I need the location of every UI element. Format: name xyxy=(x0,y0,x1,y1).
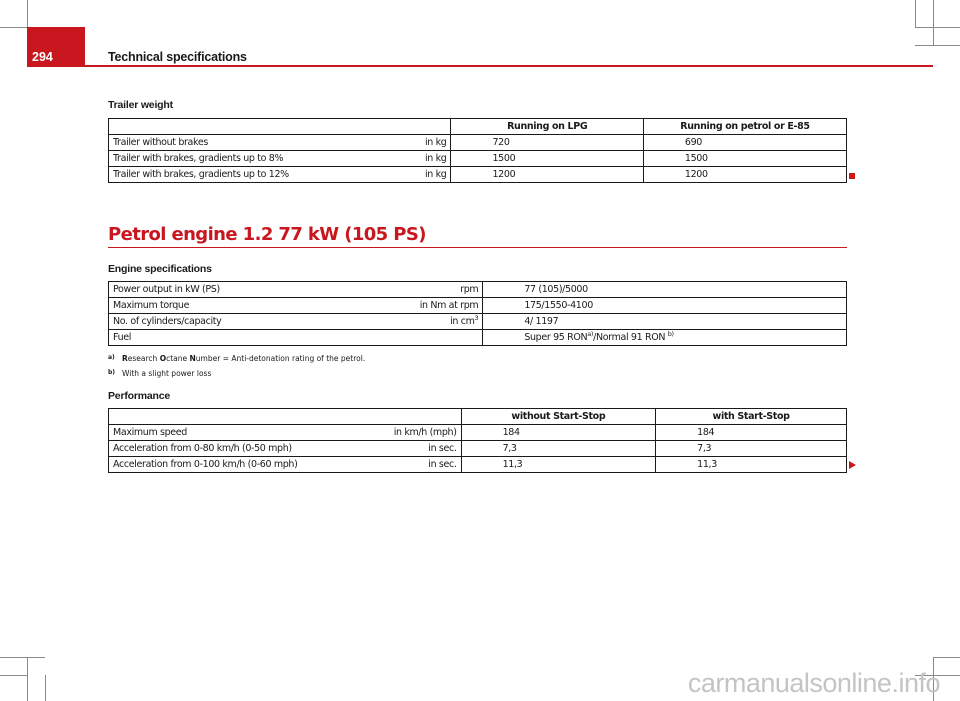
footnote-bold-letter: O xyxy=(159,354,167,363)
footnote-mark: a) xyxy=(108,354,115,361)
footnote-bold-letter: R xyxy=(122,354,128,363)
row-unit: in kg xyxy=(371,167,451,183)
page-title: Technical specifications xyxy=(108,50,247,64)
lpg-value: 1200 xyxy=(451,167,643,183)
row-value: 77 (105)/5000 xyxy=(483,282,847,298)
table-row xyxy=(109,425,847,441)
row-label: Maximum speed xyxy=(109,425,373,441)
row-label: Acceleration from 0-100 km/h (0-60 mph) xyxy=(109,457,373,473)
engine-specs-table xyxy=(108,281,847,346)
petrol-value: 1500 xyxy=(643,151,846,167)
crop-mark xyxy=(933,657,960,658)
section-title: Petrol engine 1.2 77 kW (105 PS) xyxy=(108,224,426,245)
row-label: No. of cylinders/capacity xyxy=(109,314,390,330)
fuel-value-b: /Normal 91 RON xyxy=(593,332,668,343)
row-label: Trailer with brakes, gradients up to 8% xyxy=(109,151,372,167)
lpg-value: 1500 xyxy=(451,151,643,167)
row-unit: rpm xyxy=(390,282,483,298)
table-row xyxy=(109,135,847,151)
row-unit-cell xyxy=(390,314,483,330)
footnote-text: With a slight power loss xyxy=(122,369,212,378)
section-end-marker xyxy=(849,173,855,179)
fuel-value-a: Super 95 RON xyxy=(524,332,588,343)
unit-superscript: 3 xyxy=(474,313,479,322)
table-row xyxy=(109,167,847,183)
table-header-row xyxy=(109,409,847,425)
footnote-a xyxy=(108,354,365,363)
row-label: Maximum torque xyxy=(109,298,390,314)
petrol-value: 1200 xyxy=(643,167,846,183)
crop-mark xyxy=(27,657,28,701)
table-row xyxy=(109,282,847,298)
row-unit: in cm xyxy=(450,316,475,327)
without-start-stop-value: 184 xyxy=(461,425,656,441)
row-unit: in kg xyxy=(371,151,451,167)
row-unit xyxy=(390,330,483,346)
footnote-mark: b) xyxy=(108,369,116,376)
without-start-stop-value: 7,3 xyxy=(461,441,656,457)
column-header-lpg: Running on LPG xyxy=(451,119,643,135)
table-row xyxy=(109,151,847,167)
crop-mark xyxy=(27,0,28,27)
section-rule xyxy=(108,247,847,248)
footnote-ref-b[interactable]: b) xyxy=(667,329,674,338)
footnote-text: umber = Anti-detonation rating of the petrol. xyxy=(195,354,366,363)
row-unit: in km/h (mph) xyxy=(372,425,461,441)
row-label: Acceleration from 0-80 km/h (0-50 mph) xyxy=(109,441,373,457)
row-unit: in Nm at rpm xyxy=(390,298,483,314)
row-unit: in sec. xyxy=(372,457,461,473)
row-unit: in sec. xyxy=(372,441,461,457)
row-label: Trailer without brakes xyxy=(109,135,372,151)
column-header-without-start-stop: without Start-Stop xyxy=(461,409,656,425)
table-row xyxy=(109,330,847,346)
with-start-stop-value: 7,3 xyxy=(656,441,847,457)
crop-mark xyxy=(45,675,46,701)
engine-specs-caption: Engine specifications xyxy=(108,263,212,275)
crop-mark xyxy=(0,27,27,28)
with-start-stop-value: 184 xyxy=(656,425,847,441)
row-value: 175/1550-4100 xyxy=(483,298,847,314)
row-label: Trailer with brakes, gradients up to 12% xyxy=(109,167,372,183)
row-label: Fuel xyxy=(109,330,390,346)
footnote-text: ctane xyxy=(166,354,190,363)
footnote-text: esearch xyxy=(127,354,160,363)
crop-mark xyxy=(933,0,934,45)
row-unit: in kg xyxy=(371,135,451,151)
continue-arrow-icon xyxy=(849,461,856,469)
table-row xyxy=(109,441,847,457)
row-value: 4/ 1197 xyxy=(483,314,847,330)
watermark: carmanualsonline.info xyxy=(687,668,940,698)
table-header-row xyxy=(109,119,847,135)
performance-caption: Performance xyxy=(108,390,170,402)
crop-mark xyxy=(915,45,960,46)
petrol-value: 690 xyxy=(643,135,846,151)
column-header-with-start-stop: with Start-Stop xyxy=(656,409,847,425)
trailer-weight-caption: Trailer weight xyxy=(108,99,173,111)
performance-table xyxy=(108,408,847,473)
crop-mark xyxy=(0,657,45,658)
column-header-petrol: Running on petrol or E-85 xyxy=(643,119,846,135)
lpg-value: 720 xyxy=(451,135,643,151)
crop-mark xyxy=(915,0,916,27)
row-label: Power output in kW (PS) xyxy=(109,282,390,298)
table-row xyxy=(109,457,847,473)
header-blank-cell xyxy=(109,119,451,135)
header-rule xyxy=(85,65,933,67)
page-number: 294 xyxy=(32,50,53,64)
crop-mark xyxy=(0,675,27,676)
table-row xyxy=(109,314,847,330)
with-start-stop-value: 11,3 xyxy=(656,457,847,473)
without-start-stop-value: 11,3 xyxy=(461,457,656,473)
header-blank-cell xyxy=(109,409,462,425)
crop-mark xyxy=(915,27,960,28)
footnote-b xyxy=(108,369,211,378)
trailer-weight-table xyxy=(108,118,847,183)
footnote-ref-a[interactable]: a) xyxy=(587,329,594,338)
fuel-value xyxy=(483,330,847,346)
table-row xyxy=(109,298,847,314)
footnote-bold-letter: N xyxy=(189,354,196,363)
